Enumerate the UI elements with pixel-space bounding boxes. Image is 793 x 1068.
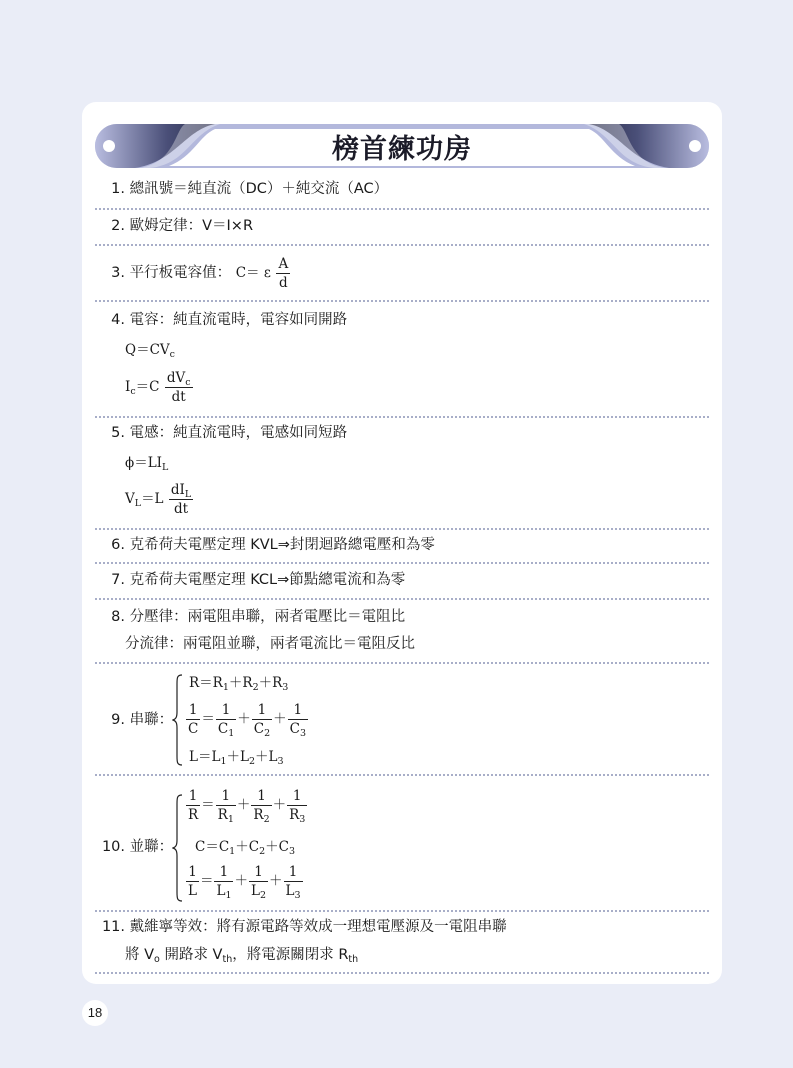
eq-text: ϕ＝LI: [125, 455, 162, 471]
eq-sub: c: [169, 349, 175, 360]
item-text-line1: 戴維寧等效：將有源電路等效成一理想電壓源及一電阻串聯: [129, 919, 507, 935]
title-banner: [95, 124, 709, 168]
eq-text: ＝L: [141, 491, 164, 507]
series-resistance-eq: $R=R_1+R_2+R_3$: [189, 675, 289, 693]
item-text: 電感：純直流電時，電感如同短路: [129, 425, 348, 441]
item-number: 5.: [111, 425, 125, 441]
equation-flux: [125, 454, 168, 472]
eq-text: I: [125, 379, 131, 395]
fraction-di-dt: [169, 482, 193, 517]
item-1: [95, 172, 709, 210]
item-text-line2: 將 $V_o$ 開路求 $V_{th}$，將電源關閉求 $R_{th}$: [125, 947, 359, 965]
item-number: 4.: [111, 312, 125, 328]
item-text: 克希荷夫電壓定理 KCL⇒節點總電流和為零: [129, 572, 406, 588]
eq-text: Q＝CV: [125, 342, 170, 358]
parallel-capacitance-eq: $C=C_1+C_2+C_3$: [195, 839, 295, 857]
eq-sub: c: [130, 386, 136, 397]
item-10: [95, 776, 709, 912]
item-text-line2: 分流律：兩電阻並聯，兩者電流比＝電阻反比: [125, 636, 415, 652]
item-2: [95, 210, 709, 246]
item-label: 串聯：: [129, 712, 174, 728]
parallel-resistance-eq: $\frac{1}{R}$ ＝ $\frac{1}{R_1}$ ＋ $\frac{1}{R_2}$ ＋ $\frac{1}{R_3}$: [188, 788, 306, 825]
parallel-inductance-eq: $\frac{1}{L}$ ＝ $\frac{1}{L_1}$ ＋ $\frac{1}{L_2}$ ＋ $\frac{1}{L_3}$: [188, 864, 301, 901]
item-number: 10.: [101, 839, 125, 855]
item-6: [95, 530, 709, 564]
item-text: 克希荷夫電壓定理 KVL⇒封閉迴路總電壓和為零: [129, 537, 435, 553]
series-capacitance-eq: $\frac{1}{C}$ ＝ $\frac{1}{C_1}$ ＋ $\frac{1}{C_2}$ ＋ $\frac{1}{C_3}$: [188, 702, 307, 739]
item-8: [95, 600, 709, 664]
fraction-dv-dt: [165, 370, 193, 405]
equation-current: [125, 368, 194, 406]
equation-voltage: [125, 480, 194, 518]
numerator: dV: [166, 370, 186, 386]
equation-charge: [125, 341, 175, 359]
item-text-line1: 分壓律：兩電阻串聯，兩者電壓比＝電阻比: [129, 609, 406, 625]
item-label: 並聯：: [129, 839, 174, 855]
eq-sub: L: [162, 462, 169, 473]
item-number: 3.: [111, 265, 125, 281]
item-number: 1.: [111, 181, 125, 197]
item-7: [95, 564, 709, 600]
numerator-sub: c: [185, 377, 191, 388]
item-number: 9.: [111, 712, 125, 728]
item-number: 6.: [111, 537, 125, 553]
eq-text: ＝C: [135, 379, 160, 395]
item-3: [95, 246, 709, 302]
eq-sub: L: [134, 498, 142, 509]
left-brace: [172, 674, 184, 766]
item-number: 11.: [101, 919, 125, 935]
denominator: d: [279, 274, 288, 291]
item-9: [95, 664, 709, 776]
left-brace: [172, 794, 184, 902]
item-text: 電容：純直流電時，電容如同開路: [129, 312, 348, 328]
page-number: 18: [82, 1000, 108, 1026]
item-11: [95, 912, 709, 974]
denominator: dt: [171, 389, 186, 405]
denominator: dt: [173, 501, 189, 517]
eq-text: V: [125, 491, 135, 507]
item-text: 總訊號＝純直流（DC）＋純交流（AC）: [129, 181, 389, 197]
item-number: 7.: [111, 572, 125, 588]
banner-title: 榜首練功房: [332, 134, 472, 165]
item-number: 8.: [111, 609, 125, 625]
numerator-sub: L: [184, 489, 192, 500]
item-text: 歐姆定律：V＝I×R: [129, 218, 254, 234]
item-5: [95, 418, 709, 530]
series-inductance-eq: $L=L_1+L_2+L_3$: [189, 749, 284, 767]
item-4: [95, 302, 709, 418]
numerator: dI: [170, 482, 185, 498]
fraction-a-over-d: [276, 256, 290, 291]
item-label: 平行板電容值：: [129, 265, 232, 281]
item-number: 2.: [111, 218, 125, 234]
numerator: A: [278, 255, 289, 272]
formula-lhs: C＝ ε: [235, 265, 271, 281]
